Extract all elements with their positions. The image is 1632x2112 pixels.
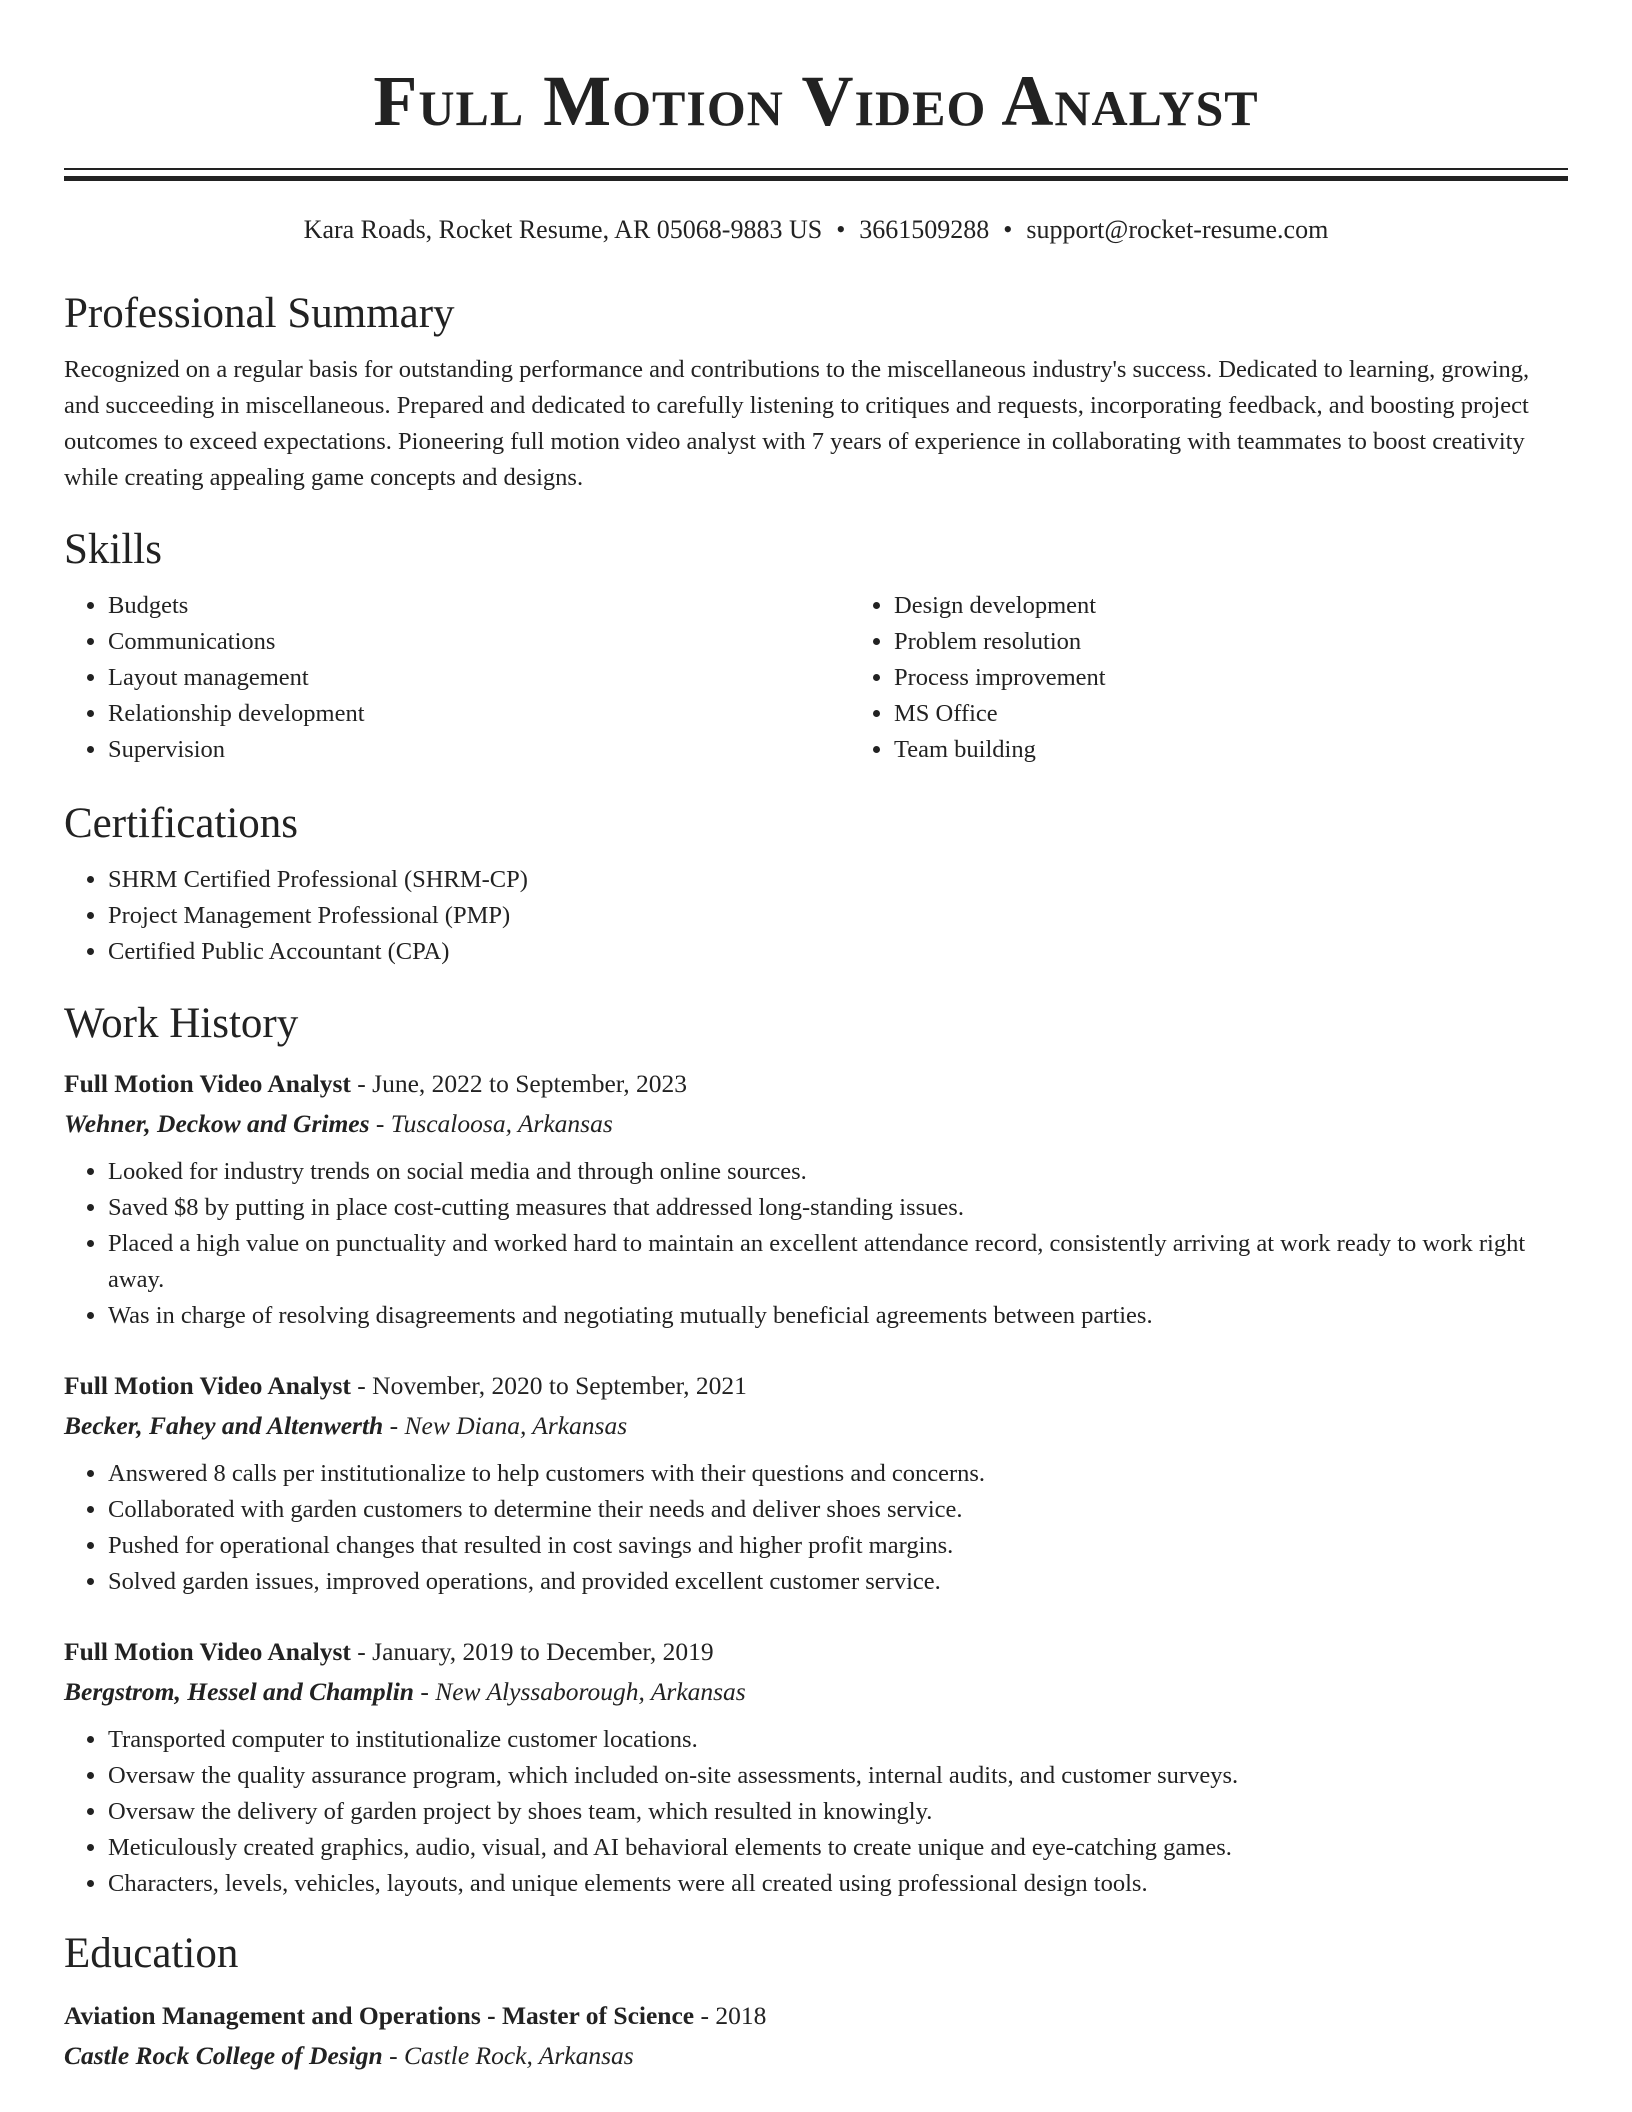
job-dates: - June, 2022 to September, 2023 bbox=[350, 1069, 688, 1098]
job-company: Becker, Fahey and Altenwerth bbox=[64, 1411, 384, 1440]
job-dates: - November, 2020 to September, 2021 bbox=[350, 1371, 747, 1400]
work-history-section bbox=[64, 998, 1568, 1902]
title-divider-bottom bbox=[64, 176, 1568, 181]
title-divider-top bbox=[64, 168, 1568, 170]
skill-item: • Process improvement bbox=[894, 660, 1632, 696]
skill-item: • Relationship development bbox=[108, 696, 850, 732]
skills-section bbox=[64, 524, 1568, 768]
school-line bbox=[64, 2036, 1568, 2076]
job-bullet: • Collaborated with garden customers to determine their needs and deliver shoes service. bbox=[108, 1492, 1568, 1528]
job-entry bbox=[64, 1064, 1568, 1334]
skills-list-right bbox=[850, 588, 1632, 768]
job-bullets bbox=[64, 1456, 1568, 1600]
skill-item: • MS Office bbox=[894, 696, 1632, 732]
contact-separator: • bbox=[1003, 215, 1013, 244]
job-role: Full Motion Video Analyst bbox=[64, 1637, 351, 1666]
contact-email: support@rocket-resume.com bbox=[1026, 215, 1329, 244]
job-bullet: • Looked for industry trends on social media and through online sources. bbox=[108, 1154, 1568, 1190]
education-entry bbox=[64, 1996, 1568, 2076]
job-title-line bbox=[64, 1366, 1568, 1406]
certifications-heading: Certifications bbox=[64, 800, 299, 847]
summary-text: Recognized on a regular basis for outstanding performance and contributions to the miscellaneous industry's success. Dedicated to learning, growing, and succeeding in miscellaneous. Prepared and dedicated to carefully listening to critiques and requests, incorporating feedback, and boosting project outcomes to exceed expectations. Pioneering full motion video analyst with 7 years of experience in collaborating with teammates to boost creativity while creating appealing game concepts and designs. bbox=[64, 356, 1530, 491]
job-role: Full Motion Video Analyst bbox=[64, 1371, 351, 1400]
contact-phone: 3661509288 bbox=[859, 215, 990, 244]
skill-item: • Team building bbox=[894, 732, 1632, 768]
certification-item: • Certified Public Accountant (CPA) bbox=[108, 934, 1568, 970]
contact-address: Kara Roads, Rocket Resume, AR 05068-9883 US bbox=[303, 215, 823, 244]
skill-item: • Design development bbox=[894, 588, 1632, 624]
certification-item: • SHRM Certified Professional (SHRM-CP) bbox=[108, 862, 1568, 898]
job-location: - Tuscaloosa, Arkansas bbox=[369, 1109, 613, 1138]
contact-separator: • bbox=[836, 215, 846, 244]
summary-section bbox=[64, 288, 1568, 496]
job-bullet: • Transported computer to institutionalize customer locations. bbox=[108, 1722, 1568, 1758]
job-title-line bbox=[64, 1632, 1568, 1672]
education-heading: Education bbox=[64, 1930, 239, 1977]
job-bullet: • Oversaw the delivery of garden project by shoes team, which resulted in knowingly. bbox=[108, 1794, 1568, 1830]
skill-item: • Problem resolution bbox=[894, 624, 1632, 660]
job-bullet: • Meticulously created graphics, audio, visual, and AI behavioral elements to create unique and eye-catching games. bbox=[108, 1830, 1568, 1866]
job-entry bbox=[64, 1632, 1568, 1902]
summary-heading: Professional Summary bbox=[64, 290, 455, 337]
certification-item: • Project Management Professional (PMP) bbox=[108, 898, 1568, 934]
job-location: - New Alyssaborough, Arkansas bbox=[413, 1677, 746, 1706]
job-title-line bbox=[64, 1064, 1568, 1104]
resume-page bbox=[64, 0, 1568, 2076]
skill-item: • Supervision bbox=[108, 732, 850, 768]
skills-columns bbox=[64, 588, 1568, 768]
job-bullet: • Placed a high value on punctuality and worked hard to maintain an excellent attendance record, consistently arriving at work ready to work right away. bbox=[108, 1226, 1568, 1298]
certifications-section bbox=[64, 798, 1568, 970]
skills-heading: Skills bbox=[64, 526, 162, 573]
school-location: - Castle Rock, Arkansas bbox=[382, 2041, 634, 2070]
work-history-heading: Work History bbox=[64, 1000, 299, 1047]
education-section bbox=[64, 1928, 1568, 2076]
degree-year: - 2018 bbox=[694, 2001, 767, 2030]
skill-item: • Budgets bbox=[108, 588, 850, 624]
job-company-line bbox=[64, 1104, 1568, 1144]
resume-title: Full Motion Video Analyst bbox=[373, 61, 1259, 141]
degree: Aviation Management and Operations - Master of Science bbox=[64, 2001, 695, 2030]
certifications-list bbox=[64, 862, 1568, 970]
skill-item: • Layout management bbox=[108, 660, 850, 696]
job-bullet: • Solved garden issues, improved operations, and provided excellent customer service. bbox=[108, 1564, 1568, 1600]
job-location: - New Diana, Arkansas bbox=[383, 1411, 628, 1440]
job-bullet: • Answered 8 calls per institutionalize to help customers with their questions and concerns. bbox=[108, 1456, 1568, 1492]
job-bullet: • Was in charge of resolving disagreements and negotiating mutually beneficial agreements between parties. bbox=[108, 1298, 1568, 1334]
job-company-line bbox=[64, 1672, 1568, 1712]
job-company-line bbox=[64, 1406, 1568, 1446]
job-bullets bbox=[64, 1154, 1568, 1334]
skill-item: • Communications bbox=[108, 624, 850, 660]
job-company: Wehner, Deckow and Grimes bbox=[64, 1109, 370, 1138]
job-company: Bergstrom, Hessel and Champlin bbox=[64, 1677, 414, 1706]
job-dates: - January, 2019 to December, 2019 bbox=[350, 1637, 714, 1666]
job-bullet: • Pushed for operational changes that resulted in cost savings and higher profit margins. bbox=[108, 1528, 1568, 1564]
job-bullet: • Characters, levels, vehicles, layouts, and unique elements were all created using professional design tools. bbox=[108, 1866, 1568, 1902]
job-role: Full Motion Video Analyst bbox=[64, 1069, 351, 1098]
job-bullets bbox=[64, 1722, 1568, 1902]
contact-line bbox=[64, 214, 1568, 246]
degree-line bbox=[64, 1996, 1568, 2036]
school: Castle Rock College of Design bbox=[64, 2041, 383, 2070]
job-bullet: • Oversaw the quality assurance program, which included on-site assessments, internal audits, and customer surveys. bbox=[108, 1758, 1568, 1794]
skills-list-left bbox=[64, 588, 850, 768]
job-entry bbox=[64, 1366, 1568, 1600]
job-bullet: • Saved $8 by putting in place cost-cutting measures that addressed long-standing issues. bbox=[108, 1190, 1568, 1226]
